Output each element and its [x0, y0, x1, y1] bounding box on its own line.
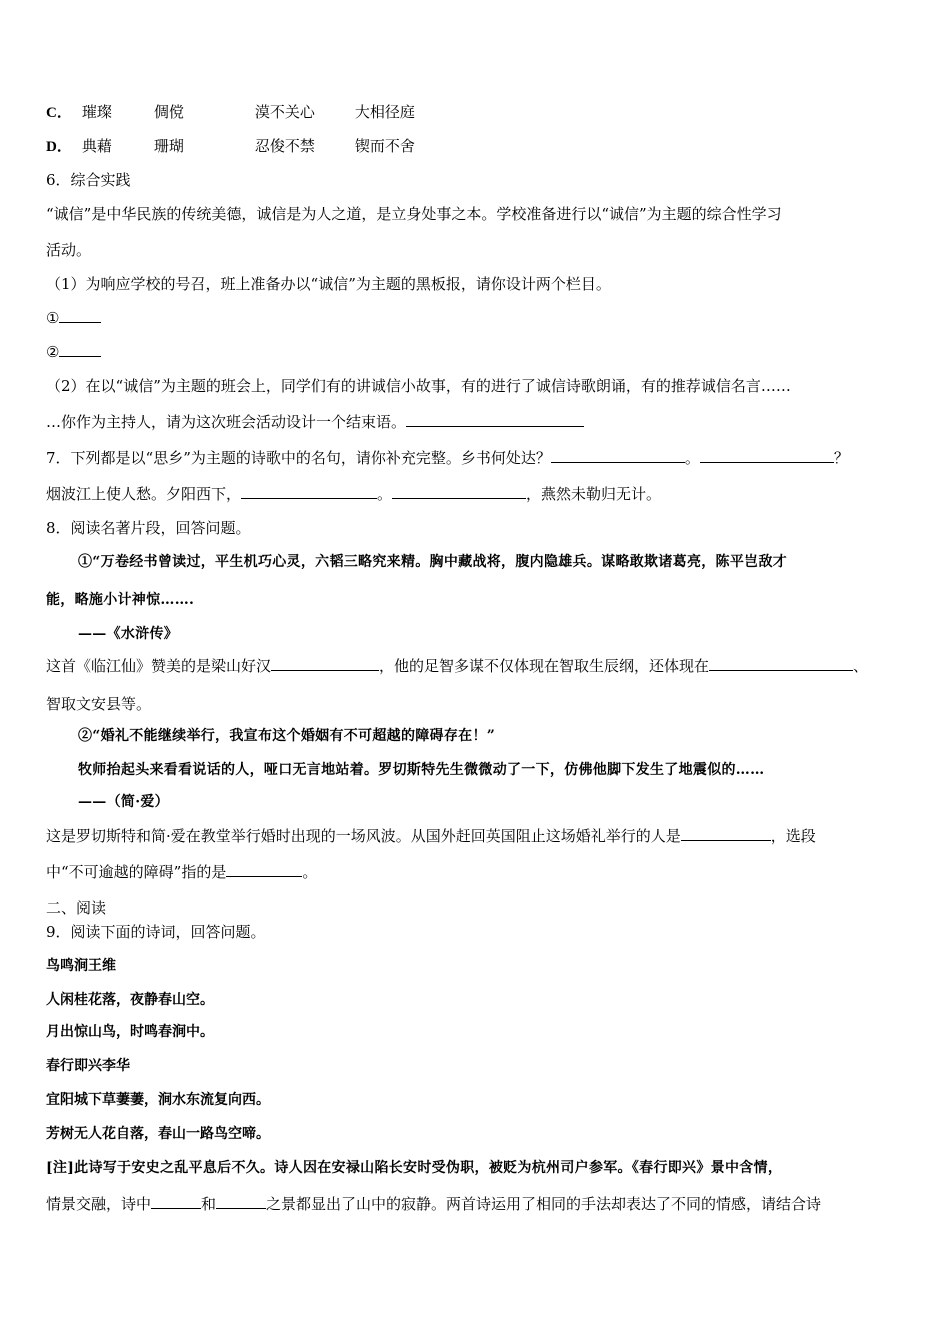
q8-source-2: ——（简·爱）	[78, 794, 169, 810]
q7-line-2-text-c: ，燕然未勒归无计。	[526, 485, 662, 503]
q8-ask-2-text-d: 。	[302, 863, 318, 881]
q7-line-2	[46, 484, 661, 504]
poem-2-title: 春行即兴李华	[46, 1058, 130, 1074]
slot-1-marker: ①	[46, 309, 60, 327]
q6-slot-2	[46, 342, 101, 362]
q8-blank-2[interactable]	[709, 656, 853, 671]
q8-quote-2-line-1: ②“婚礼不能继续举行，我宣布这个婚姻有不可超越的障碍存在！”	[78, 728, 496, 744]
q8-ask-1-line-1	[46, 656, 868, 676]
section-reading-heading: 二、阅读	[46, 899, 107, 917]
q8-ask-1-text-a: 这首《临江仙》赞美的是梁山好汉	[46, 657, 272, 675]
option-c-label: C．	[46, 105, 72, 121]
q8-blank-4[interactable]	[226, 862, 302, 877]
q7-line-2-text-a: 烟波江上使人愁。夕阳西下，	[46, 485, 242, 503]
option-d	[46, 136, 415, 157]
q7-blank-3[interactable]	[241, 484, 377, 499]
q6-title: 6．综合实践	[46, 171, 131, 189]
q9-note-text-a: 情景交融，诗中	[46, 1195, 152, 1213]
q8-ask-2-line-1	[46, 826, 816, 846]
q8-title: 8．阅读名著片段，回答问题。	[46, 519, 251, 537]
q8-ask-2-text-b: ，选段	[770, 827, 816, 845]
q6-sub-question-2-line-2	[46, 412, 584, 432]
q9-blank-2[interactable]	[216, 1194, 266, 1209]
q8-ask-2-line-2	[46, 862, 317, 882]
q6-sub-question-2-line-1: （2）在以“诚信”为主题的班会上，同学们有的讲诚信小故事，有的进行了诚信诗歌朗诵，有的推荐诚信名言……	[46, 377, 791, 395]
option-d-word-3: 忍俊不禁	[254, 137, 315, 155]
q9-note-line-1: [注]此诗写于安史之乱平息后不久。诗人因在安禄山陷长安时受伪职，被贬为杭州司户参军。《春行即兴》景中含情，	[46, 1160, 783, 1176]
closing-remark-blank[interactable]	[406, 412, 584, 427]
q6-intro-line-1: “诚信”是中华民族的传统美德，诚信是为人之道，是立身处事之本。学校准备进行以“诚信”为主题的综合性学习	[46, 205, 782, 223]
poem-1-title: 鸟鸣涧王维	[46, 958, 116, 974]
option-c-word-4: 大相径庭	[354, 103, 415, 121]
q6-sub-question-1: （1）为响应学校的号召，班上准备办以“诚信”为主题的黑板报，请你设计两个栏目。	[46, 275, 611, 293]
q8-quote-1-line-2: 能，略施小计神惊…….	[46, 592, 195, 608]
q8-source-1: ——《水浒传》	[78, 626, 179, 642]
poem-1-line-1: 人闲桂花落，夜静春山空。	[46, 992, 214, 1008]
q8-ask-1-text-c: 、	[853, 657, 869, 675]
q7-blank-1[interactable]	[551, 448, 685, 463]
poem-2-line-1: 宜阳城下草萋萋，涧水东流复向西。	[46, 1092, 270, 1108]
option-c-word-2: 倜傥	[153, 103, 184, 121]
q6-slot-1	[46, 308, 101, 328]
q9-title: 9．阅读下面的诗词，回答问题。	[46, 923, 266, 941]
q9-blank-1[interactable]	[151, 1194, 201, 1209]
slot-2-marker: ②	[46, 343, 60, 361]
option-d-label: D．	[46, 139, 72, 155]
option-d-word-1: 典藉	[81, 137, 112, 155]
q9-note-line-2	[46, 1194, 821, 1214]
q7-line-1-text-c: ？	[833, 449, 849, 467]
q7-line-1	[46, 448, 849, 468]
slot-2-blank[interactable]	[59, 342, 101, 357]
q8-ask-2-text-c: 中“不可逾越的障碍”指的是	[46, 863, 227, 881]
option-c-word-1: 璀璨	[81, 103, 112, 121]
q8-blank-3[interactable]	[681, 826, 771, 841]
q7-line-1-text-a: 7．下列都是以“思乡”为主题的诗歌中的名句，请你补充完整。乡书何处达？	[46, 449, 551, 467]
slot-1-blank[interactable]	[59, 308, 101, 323]
option-c-word-3: 漠不关心	[254, 103, 315, 121]
q8-quote-1-line-1: ①“万卷经书曾读过，平生机巧心灵，六韬三略究来精。胸中藏战将，腹内隐雄兵。谋略敢欺诸葛亮，陈平岂敌才	[78, 554, 788, 570]
q7-blank-2[interactable]	[700, 448, 834, 463]
q7-line-1-text-b: 。	[684, 449, 700, 467]
option-d-word-4: 锲而不舍	[354, 137, 415, 155]
q8-ask-1-text-b: ，他的足智多谋不仅体现在智取生辰纲，还体现在	[379, 657, 710, 675]
q7-blank-4[interactable]	[392, 484, 526, 499]
q8-ask-1-line-2: 智取文安县等。	[46, 695, 152, 713]
poem-1-line-2: 月出惊山鸟，时鸣春涧中。	[46, 1024, 214, 1040]
q8-ask-2-text-a: 这是罗切斯特和简·爱在教堂举行婚时出现的一场风波。从国外赶回英国阻止这场婚礼举行的人是	[46, 827, 681, 845]
option-d-word-2: 珊瑚	[153, 137, 184, 155]
q6-intro-line-2: 活动。	[46, 241, 92, 259]
option-c	[46, 102, 415, 123]
q8-blank-1[interactable]	[271, 656, 379, 671]
q7-line-2-text-b: 。	[377, 485, 393, 503]
q6-sub-question-2-text: …你作为主持人，请为这次班会活动设计一个结束语。	[46, 413, 407, 431]
poem-2-line-2: 芳树无人花自落，春山一路鸟空啼。	[46, 1126, 270, 1142]
q8-quote-2-line-2: 牧师抬起头来看看说话的人，哑口无言地站着。罗切斯特先生微微动了一下，仿佛他脚下发生了地震似的……	[78, 762, 765, 778]
q9-note-text-b: 和	[201, 1195, 217, 1213]
q9-note-text-c: 之景都显出了山中的寂静。两首诗运用了相同的手法却表达了不同的情感，请结合诗	[266, 1195, 822, 1213]
